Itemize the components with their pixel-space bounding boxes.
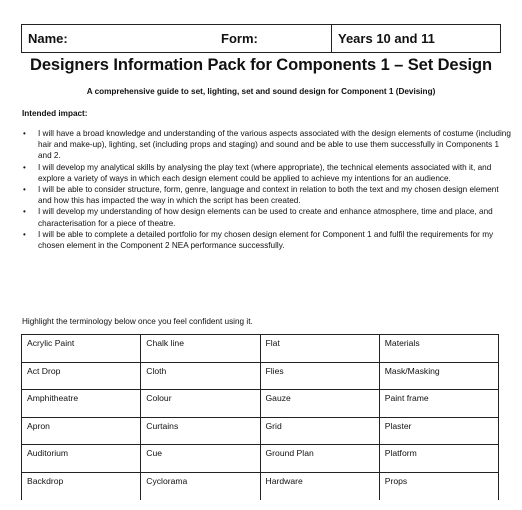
bullet-icon: • <box>23 185 26 195</box>
term-cell: Mask/Masking <box>379 362 498 390</box>
term-cell: Acrylic Paint <box>22 335 141 363</box>
term-cell: Materials <box>379 335 498 363</box>
term-cell: Paint frame <box>379 390 498 418</box>
impact-text: I will develop my understanding of how design elements can be used to create and enhance atmosphere, time and place, and characterisation for a piece of theatre. <box>38 207 493 228</box>
table-row <box>22 472 499 500</box>
years-label: Years 10 and 11 <box>331 25 500 52</box>
list-item <box>22 229 512 251</box>
table-row <box>22 417 499 445</box>
term-cell: Flies <box>260 362 379 390</box>
term-cell: Props <box>379 472 498 500</box>
list-item <box>22 206 512 228</box>
term-cell: Flat <box>260 335 379 363</box>
intended-impact-heading: Intended impact: <box>22 109 88 118</box>
term-cell: Chalk line <box>141 335 260 363</box>
bullet-icon: • <box>23 129 26 138</box>
bullet-icon: • <box>23 207 26 217</box>
term-cell: Grid <box>260 417 379 445</box>
list-item <box>22 184 512 206</box>
term-cell: Ground Plan <box>260 445 379 473</box>
impact-text: I will have a broad knowledge and understanding of the various aspects associated with the design elements of costume (including hair and make-up), lighting, set (including props and staging) and sound and be able to use them successfully in Components 1 and 2. <box>38 129 511 161</box>
student-details-table <box>21 24 501 53</box>
term-cell: Cyclorama <box>141 472 260 500</box>
term-cell: Colour <box>141 390 260 418</box>
table-row <box>22 335 499 363</box>
impact-text: I will develop my analytical skills by analysing the play text (where appropriate), the technical elements associated with it, and explore a variety of ways in which each design element could be applied to achieve my intentions for an audience. <box>38 162 492 183</box>
term-cell: Backdrop <box>22 472 141 500</box>
impact-text: I will be able to complete a detailed portfolio for my chosen design element for Component 1 and fulfil the requirements for my chosen element in the Component 2 NEA performance successfully. <box>38 229 494 251</box>
term-cell: Auditorium <box>22 445 141 473</box>
highlight-instruction: Highlight the terminology below once you feel confident using it. <box>22 317 253 326</box>
term-cell: Gauze <box>260 390 379 418</box>
bullet-icon: • <box>23 162 26 172</box>
list-item <box>22 162 512 184</box>
term-cell: Amphitheatre <box>22 390 141 418</box>
term-cell: Apron <box>22 417 141 445</box>
table-row <box>22 445 499 473</box>
term-cell: Cue <box>141 445 260 473</box>
form-label: Form: <box>221 31 258 46</box>
term-cell: Cloth <box>141 362 260 390</box>
term-cell: Hardware <box>260 472 379 500</box>
terminology-table <box>21 334 499 500</box>
table-row <box>22 362 499 390</box>
page-title: Designers Information Pack for Components 1 – Set Design <box>30 56 492 74</box>
term-cell: Plaster <box>379 417 498 445</box>
list-item <box>22 128 512 162</box>
name-label: Name: <box>28 31 68 46</box>
term-cell: Platform <box>379 445 498 473</box>
term-cell: Curtains <box>141 417 260 445</box>
page-subtitle: A comprehensive guide to set, lighting, set and sound design for Component 1 (Devising) <box>86 87 436 96</box>
intended-impact-list <box>22 128 512 251</box>
term-cell: Act Drop <box>22 362 141 390</box>
bullet-icon: • <box>23 229 26 239</box>
table-row <box>22 390 499 418</box>
impact-text: I will be able to consider structure, form, genre, language and context in relation to both the text and my chosen design element and how this has impacted the way in which the script has been created. <box>38 185 499 206</box>
